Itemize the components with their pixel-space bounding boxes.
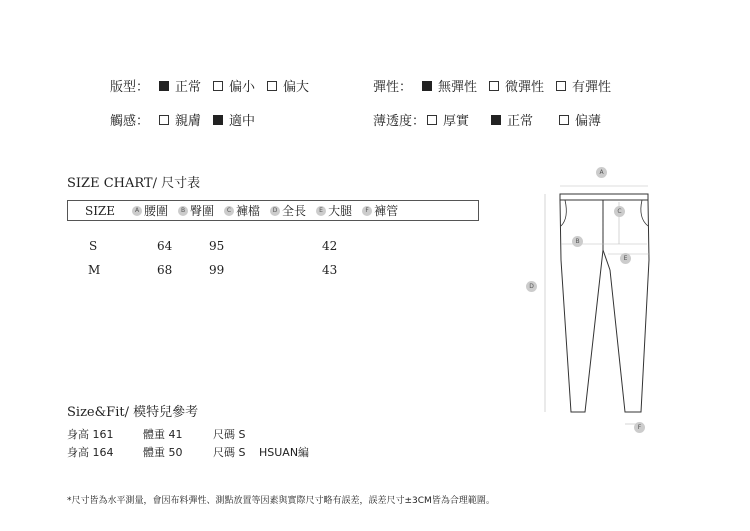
row-s-size: S — [89, 239, 98, 253]
fit-attribute — [110, 76, 321, 95]
diagram-label-f-icon: F — [634, 422, 645, 433]
badge-b-icon: B — [178, 206, 188, 216]
size-header-label: SIZE — [84, 203, 116, 218]
checkbox-empty-icon — [267, 81, 277, 91]
size-chart-header — [67, 200, 479, 221]
checkbox-checked-icon — [422, 81, 432, 91]
model-2-weight: 體重 50 — [143, 446, 183, 459]
checkbox-empty-icon — [489, 81, 499, 91]
checkbox-checked-icon — [159, 81, 169, 91]
fit-option-normal: 正常 — [159, 76, 201, 95]
model-2-name: HSUAN編 — [259, 446, 310, 459]
right-leg-outline — [610, 200, 649, 412]
column-thigh: E 大腿 — [316, 202, 352, 219]
checkbox-empty-icon — [559, 115, 569, 125]
column-hip: B 臀圍 — [178, 202, 214, 219]
elasticity-option-none: 無彈性 — [422, 76, 477, 95]
model-2-size: 尺碼 S — [213, 446, 246, 459]
row-m-size: M — [88, 263, 101, 277]
column-rise: C 褲檔 — [224, 202, 260, 219]
touch-label: 觸感： — [110, 114, 150, 129]
badge-d-icon: D — [270, 206, 280, 216]
checkbox-checked-icon — [491, 115, 501, 125]
badge-c-icon: C — [224, 206, 234, 216]
row-s-length: 42 — [322, 239, 338, 253]
model-1-size: 尺碼 S — [213, 428, 246, 441]
diagram-label-b-icon: B — [572, 236, 583, 247]
diagram-label-a-icon: A — [596, 167, 607, 178]
footnote: *尺寸皆為水平測量，會因布料彈性、測點放置等因素與實際尺寸略有誤差，誤差尺寸±3CM皆為合理範圍。 — [67, 496, 495, 506]
elasticity-option-slight: 微彈性 — [489, 76, 544, 95]
diagram-label-d-icon: D — [526, 281, 537, 292]
transparency-attribute — [373, 110, 613, 129]
checkbox-empty-icon — [213, 81, 223, 91]
badge-e-icon: E — [316, 206, 326, 216]
row-s-hip: 95 — [209, 239, 225, 253]
transparency-option-normal: 正常 — [491, 110, 533, 129]
transparency-label: 薄透度： — [373, 114, 426, 129]
size-chart-title: SIZE CHART/ 尺寸表 — [67, 176, 201, 191]
checkbox-empty-icon — [556, 81, 566, 91]
row-s-waist: 64 — [157, 239, 173, 253]
column-length: D 全長 — [270, 202, 306, 219]
fit-option-large: 偏大 — [267, 76, 309, 95]
column-hem: F 褲管 — [362, 202, 398, 219]
touch-option-medium: 適中 — [213, 110, 255, 129]
checkbox-empty-icon — [427, 115, 437, 125]
row-m-length: 43 — [322, 263, 338, 277]
transparency-option-thick: 厚實 — [427, 110, 469, 129]
elasticity-option-stretch: 有彈性 — [556, 76, 611, 95]
badge-f-icon: F — [362, 206, 372, 216]
model-1-height: 身高 161 — [67, 428, 114, 441]
badge-a-icon: A — [132, 206, 142, 216]
column-waist: A 腰圍 — [132, 202, 168, 219]
elasticity-label: 彈性： — [373, 80, 413, 95]
checkbox-checked-icon — [213, 115, 223, 125]
touch-option-soft: 親膚 — [159, 110, 201, 129]
model-1-weight: 體重 41 — [143, 428, 183, 441]
diagram-label-e-icon: E — [620, 253, 631, 264]
fit-reference-title: Size&Fit/ 模特兒參考 — [67, 405, 199, 420]
fit-label: 版型： — [110, 80, 150, 95]
model-2-height: 身高 164 — [67, 446, 114, 459]
touch-attribute — [110, 110, 267, 129]
pants-diagram — [515, 160, 665, 445]
transparency-option-thin: 偏薄 — [559, 110, 601, 129]
checkbox-empty-icon — [159, 115, 169, 125]
row-m-waist: 68 — [157, 263, 173, 277]
left-leg-outline — [560, 200, 603, 412]
fit-option-small: 偏小 — [213, 76, 255, 95]
diagram-label-c-icon: C — [614, 206, 625, 217]
row-m-hip: 99 — [209, 263, 225, 277]
elasticity-attribute — [373, 76, 623, 95]
